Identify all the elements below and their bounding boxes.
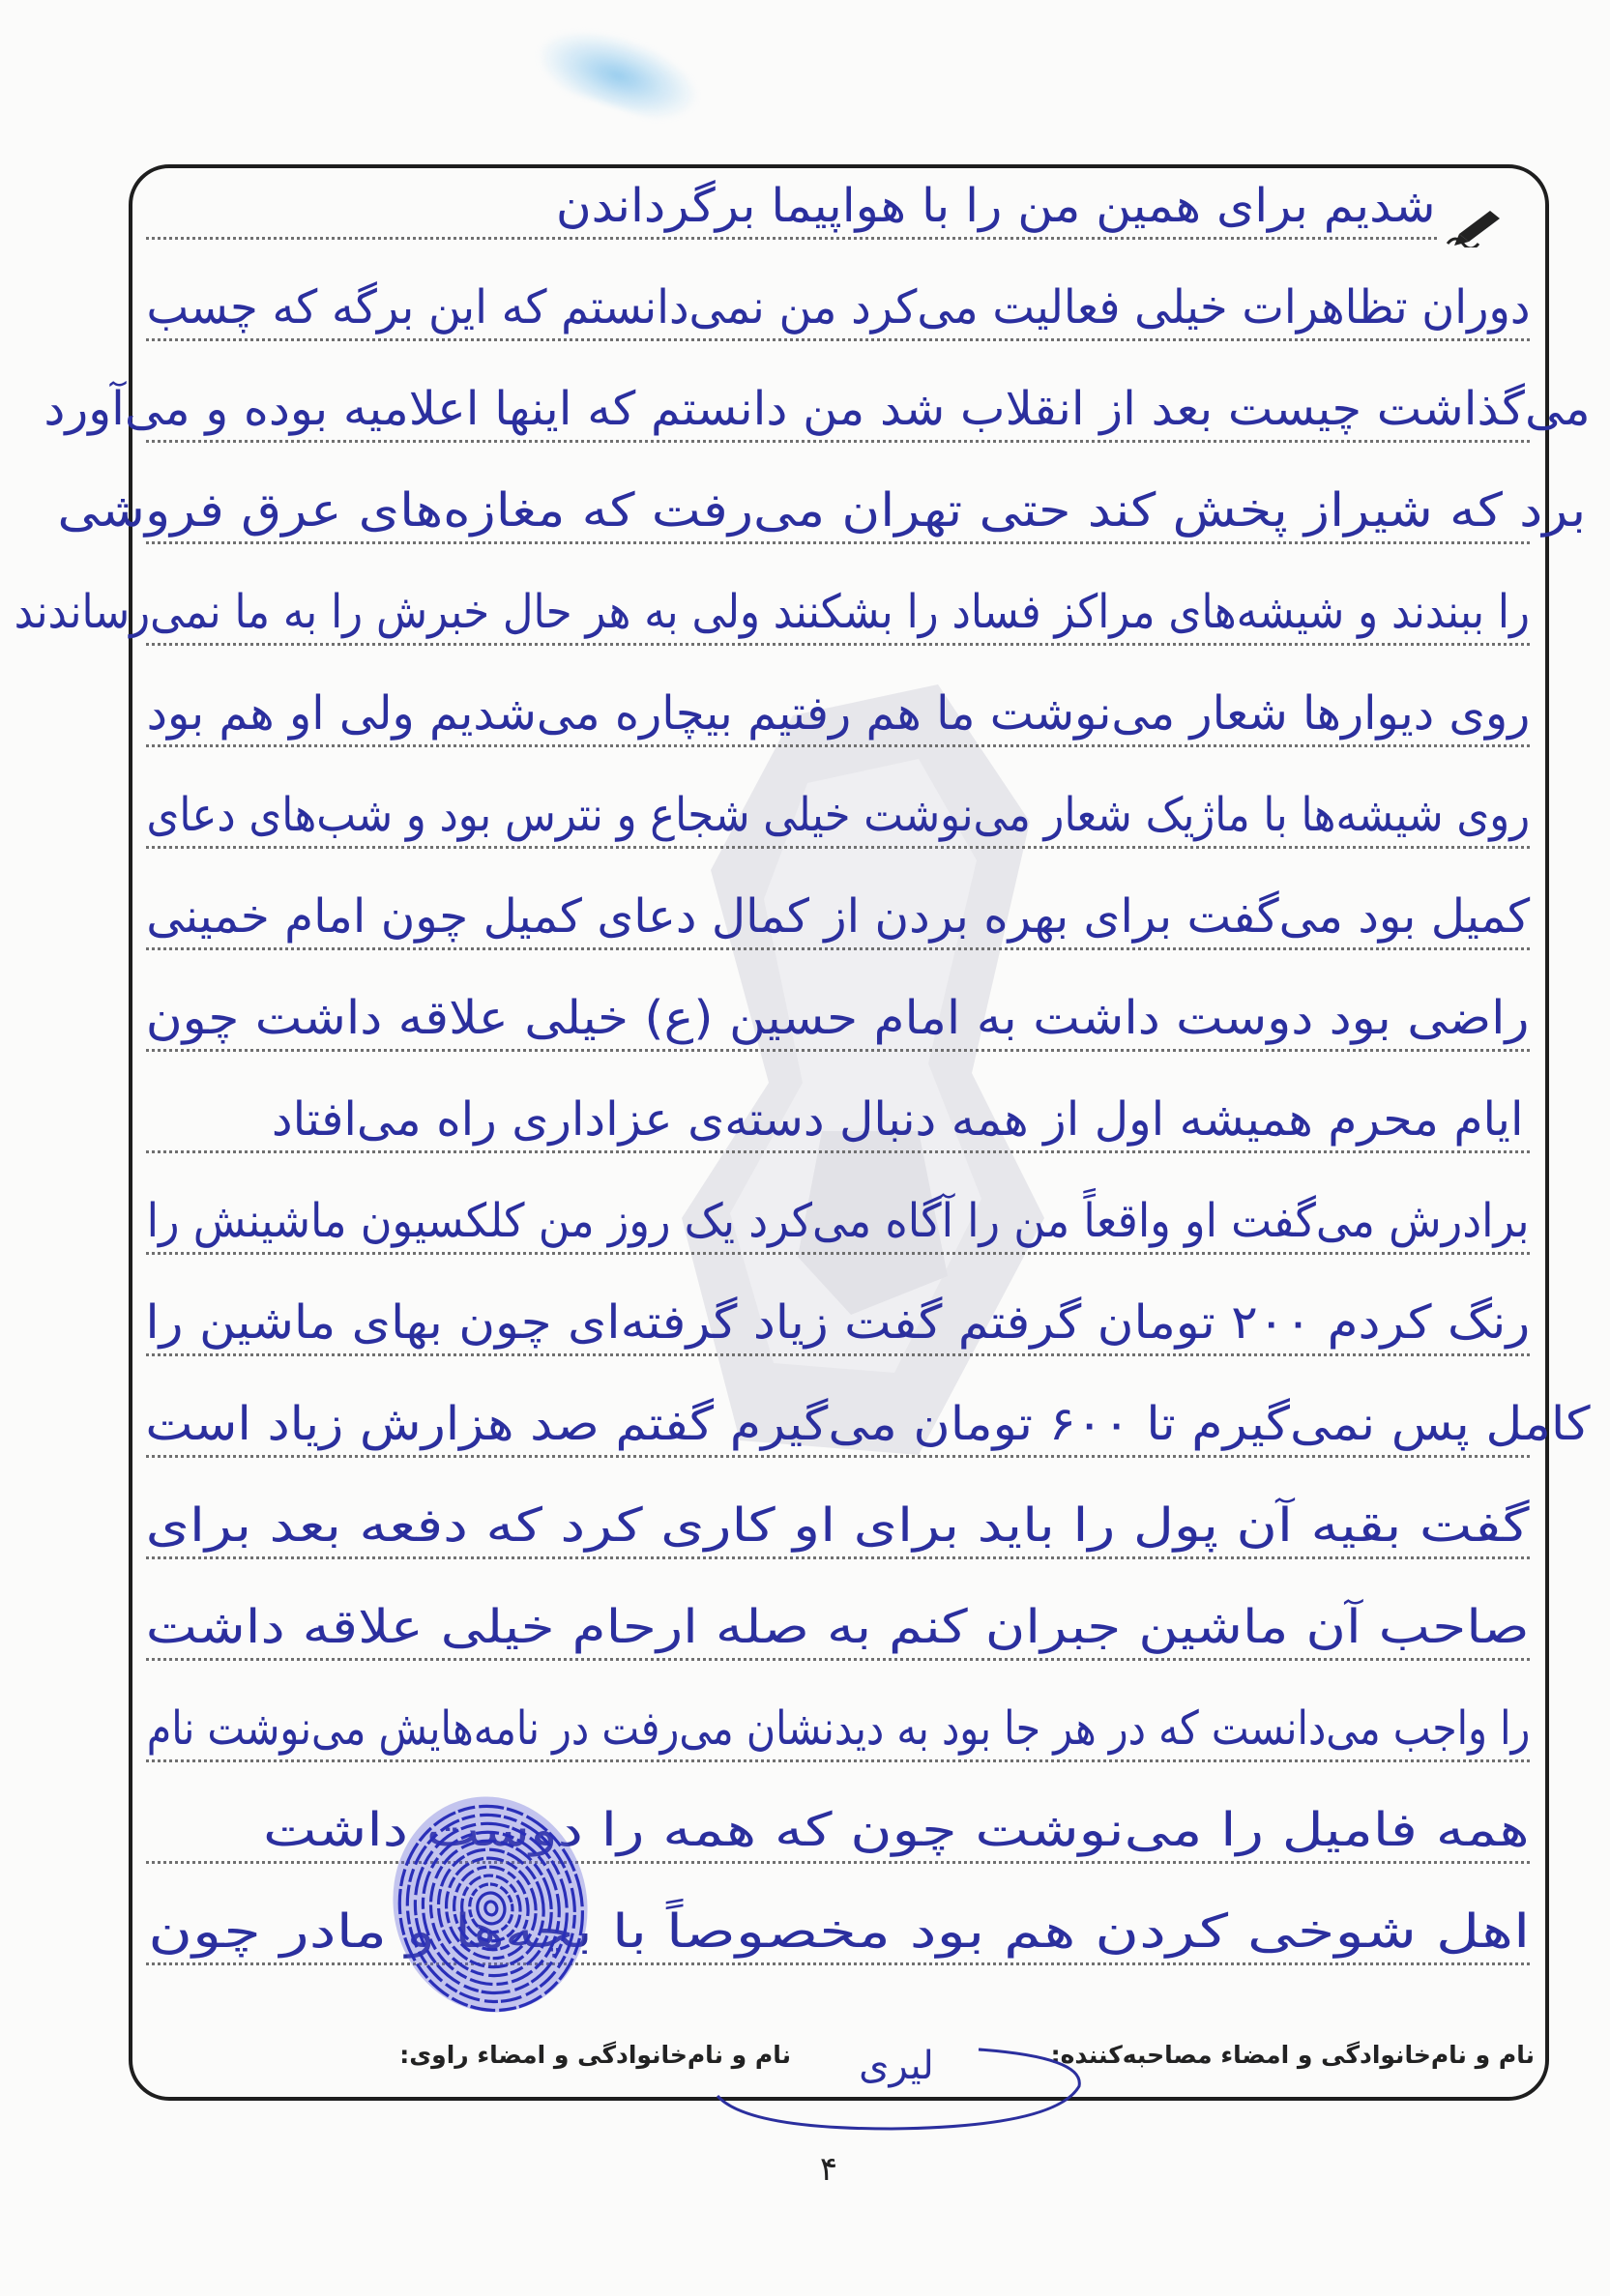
- ruled-line: [146, 1861, 1530, 1864]
- ruled-line: [146, 237, 1437, 240]
- handwritten-line: راضی بود دوست داشت به امام حسین (ع) خیلی علاقه داشت چون: [146, 991, 1530, 1045]
- handwritten-line: همه فامیل را می‌نوشت چون که همه را دوست داشت: [263, 1803, 1530, 1857]
- ruled-line: [146, 338, 1530, 341]
- ruled-line: [146, 1455, 1530, 1458]
- handwritten-line: کامل پس نمی‌گیرم تا ۶۰۰ تومان می‌گیرم گفتم صد هزارش زیاد است: [145, 1397, 1591, 1451]
- ruled-line: [146, 1759, 1530, 1762]
- ruled-line: [146, 1049, 1530, 1052]
- ruled-line: [146, 440, 1530, 443]
- interviewer-name-label: نام و نام‌خانوادگی و امضاء مصاحبه‌کننده:: [1050, 2041, 1535, 2069]
- ruled-line: [146, 744, 1530, 747]
- ruled-line: [146, 541, 1530, 544]
- handwritten-line: گفت بقیه آن پول را باید برای او کاری کرد که دفعه بعد برای: [145, 1498, 1530, 1553]
- handwritten-line: برادرش می‌گفت او واقعاً من را آگاه می‌کرد یک روز من کلکسیون ماشینش را: [147, 1194, 1530, 1248]
- handwritten-line: را واجب می‌دانست که در هر جا بود به دیدنشان می‌رفت در نامه‌هایش می‌نوشت نام: [146, 1701, 1530, 1756]
- page-number: ۴: [819, 2150, 838, 2189]
- handwritten-line: کمیل بود می‌گفت برای بهره بردن از کمال دعای کمیل چون امام خمینی: [146, 889, 1530, 944]
- handwritten-line: روی دیوارها شعار می‌نوشت ما هم رفتیم بیچاره می‌شدیم ولی او هم بود: [146, 686, 1530, 741]
- signature-text: لیری: [859, 2044, 934, 2088]
- ruled-line: [146, 1150, 1530, 1153]
- ruled-line: [146, 1252, 1530, 1255]
- fingerprint: [387, 1788, 595, 2020]
- handwritten-line: را ببندند و شیشه‌های مراکز فساد را بشکنند ولی به هر حال خبرش را به ما نمی‌رساندند: [14, 585, 1530, 639]
- handwritten-line: ایام محرم همیشه اول از همه دنبال دسته‌ی عزاداری راه می‌افتاد: [271, 1092, 1523, 1147]
- handwritten-line: دوران تظاهرات خیلی فعالیت می‌کرد من نمی‌دانستم که این برگه که چسب: [146, 280, 1530, 334]
- handwritten-line: شدیم برای همین من را با هواپیما برگرداندن: [555, 179, 1435, 233]
- ruled-line: [146, 643, 1530, 646]
- handwritten-line: اهل شوخی کردن هم بود مخصوصاً با بچه‌ها و مادر چون: [147, 1904, 1530, 1959]
- ruled-line: [146, 947, 1530, 950]
- handwritten-line: می‌گذاشت چیست بعد از انقلاب شد من دانستم که اینها اعلامیه بوده و می‌آورد: [44, 382, 1591, 436]
- ruled-line: [146, 1962, 1530, 1965]
- handwritten-line: صاحب آن ماشین جبران کنم به صله ارحام خیلی علاقه داشت: [146, 1600, 1530, 1654]
- handwritten-line: برد که شیراز پخش کند حتی تهران می‌رفت که مغازه‌های عرق فروشی: [57, 483, 1586, 538]
- ruled-line: [146, 1353, 1530, 1356]
- pen-icon: [1446, 205, 1508, 247]
- handwritten-line: روی شیشه‌ها با ماژیک شعار می‌نوشت خیلی شجاع و نترس بود و شب‌های دعای: [146, 788, 1530, 842]
- ruled-line: [146, 1556, 1530, 1559]
- ruled-line: [146, 1658, 1530, 1661]
- ink-smudge: [530, 15, 707, 130]
- handwritten-line: رنگ کردم ۲۰۰ تومان گرفتم گفت زیاد گرفته‌ای چون بهای ماشین را: [145, 1295, 1530, 1350]
- ruled-line: [146, 846, 1530, 849]
- interviewer-signature: [688, 2028, 1091, 2136]
- narrator-name-label: نام و نام‌خانوادگی و امضاء راوی:: [399, 2041, 791, 2069]
